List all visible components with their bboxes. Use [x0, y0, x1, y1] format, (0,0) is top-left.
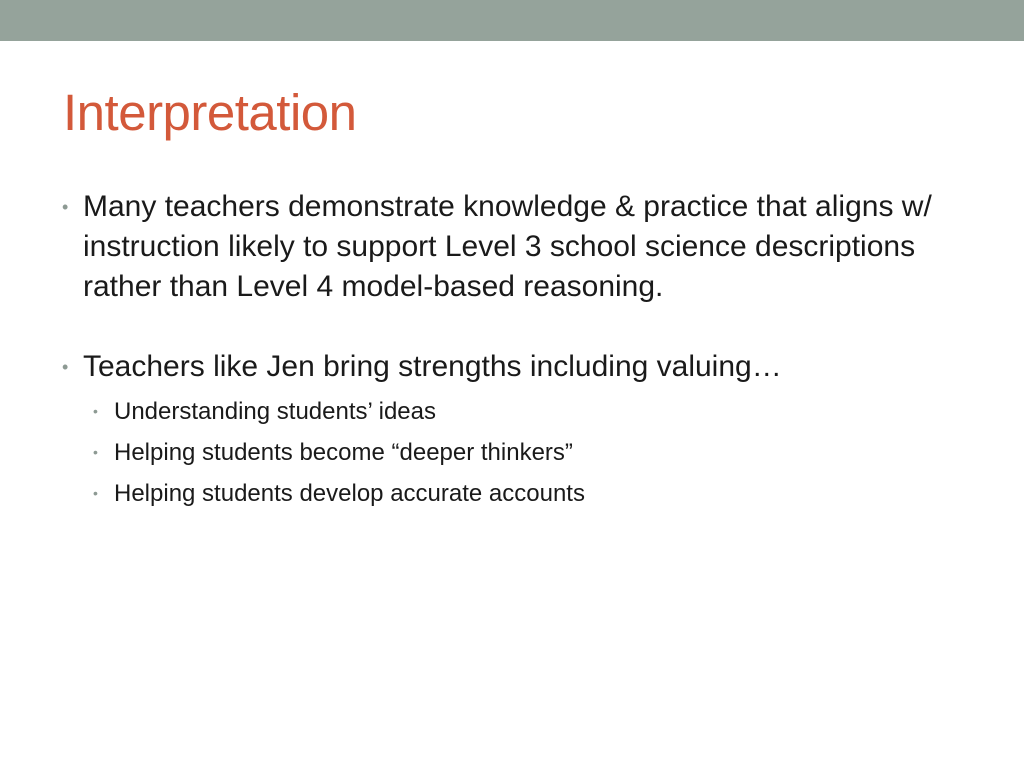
bullet-item-2	[62, 347, 962, 514]
bullet-text: Teachers like Jen bring strengths including valuing…	[83, 350, 782, 383]
bullet-item-1	[62, 187, 962, 307]
sub-bullet-item	[83, 473, 962, 514]
sub-bullet-text: Understanding students’ ideas	[114, 398, 436, 425]
top-accent-band	[0, 0, 1024, 41]
sub-bullet-dot-icon: •	[93, 485, 98, 501]
slide-title: Interpretation	[63, 84, 357, 141]
bullet-list	[62, 187, 962, 514]
sub-bullet-dot-icon: •	[93, 403, 98, 419]
sub-bullet-list	[83, 391, 962, 514]
bullet-dot-icon: •	[62, 357, 69, 377]
sub-bullet-text: Helping students develop accurate accounts	[114, 480, 585, 507]
sub-bullet-dot-icon: •	[93, 444, 98, 460]
bullet-dot-icon: •	[62, 197, 69, 217]
bullet-text: Many teachers demonstrate knowledge & practice that aligns w/ instruction likely to support Level 3 school science descriptions rather than Level 4 model-based reasoning.	[83, 190, 932, 303]
sub-bullet-text: Helping students become “deeper thinkers”	[114, 439, 573, 466]
sub-bullet-item	[83, 391, 962, 432]
sub-bullet-item	[83, 432, 962, 473]
